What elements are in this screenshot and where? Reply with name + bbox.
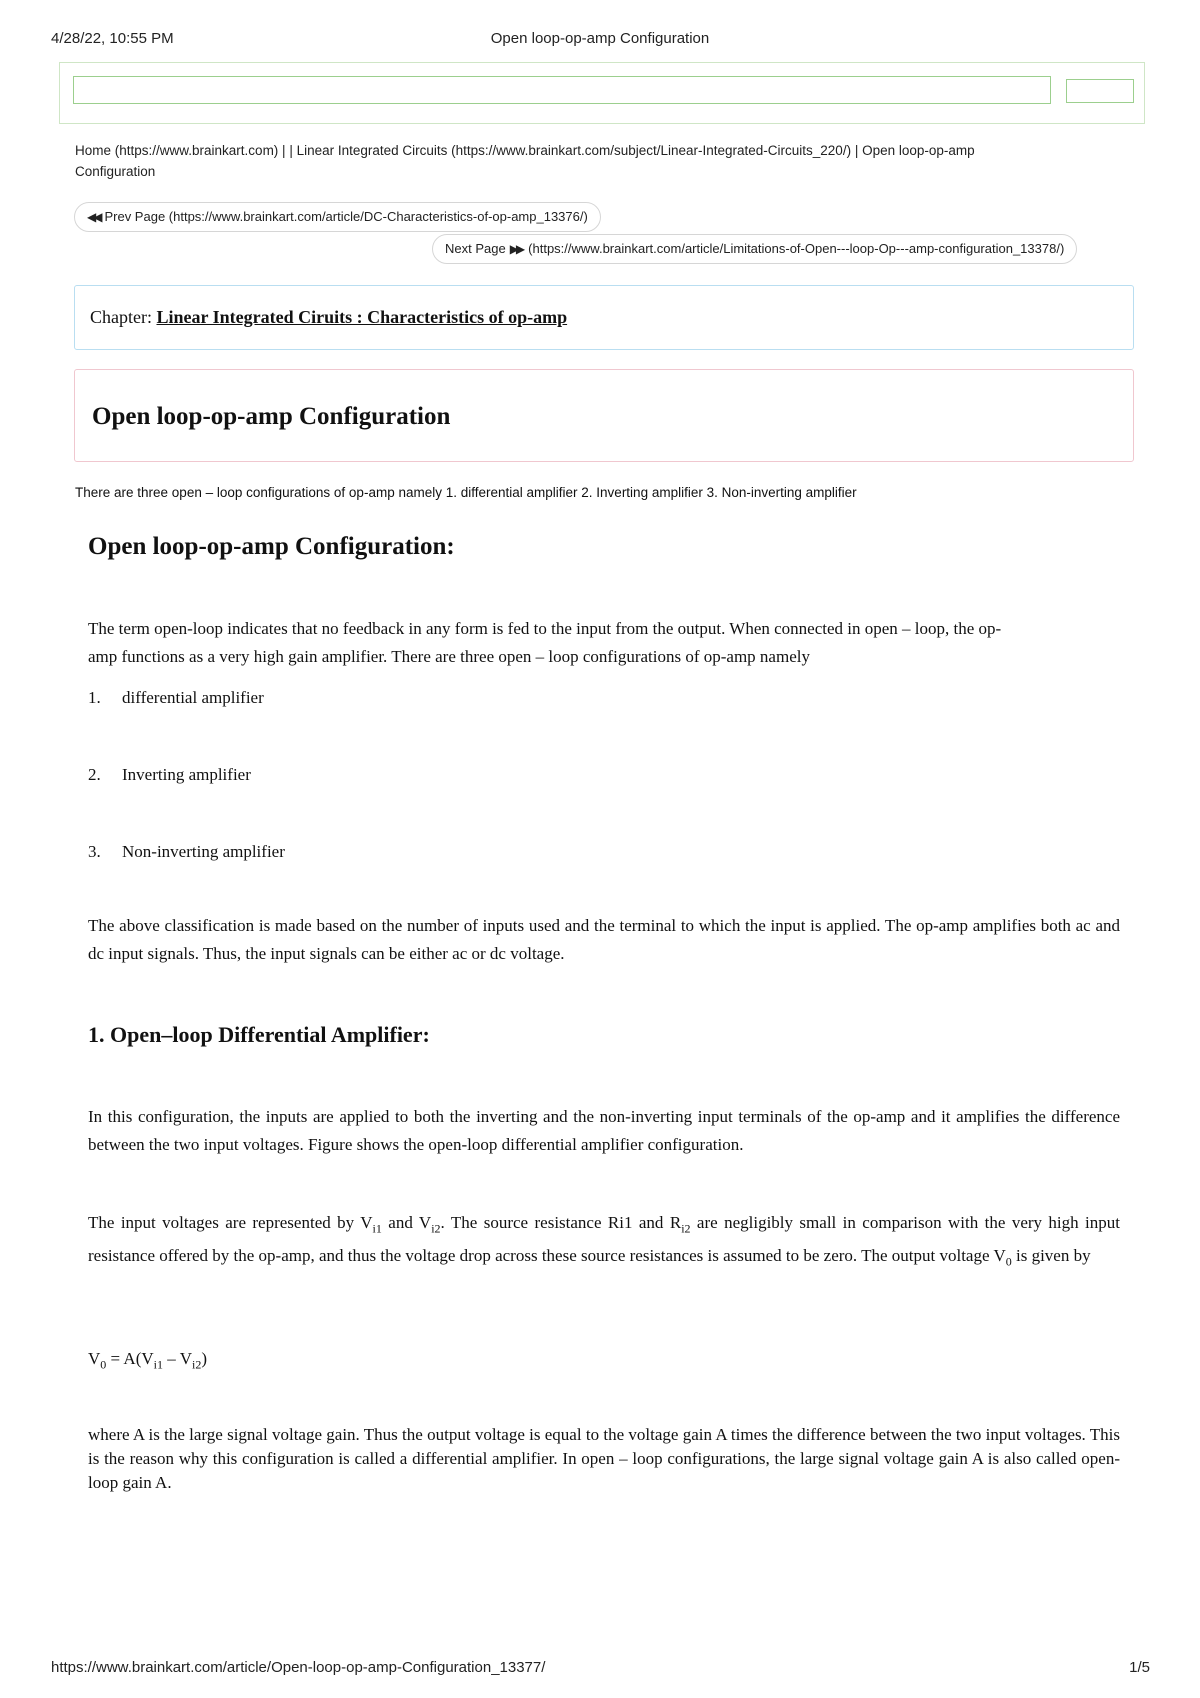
print-page-number: 1/5: [1129, 1659, 1150, 1676]
breadcrumb-line-2: Configuration: [75, 164, 156, 179]
next-page-url: (https://www.brainkart.com/article/Limitations-of-Open---loop-Op---amp-configuration_13378/): [528, 241, 1065, 256]
configuration-paragraph: In this configuration, the inputs are applied to both the inverting and the non-inverting input terminals of the op-amp and it amplifies the difference between the two input voltages. Figure shows the open-loop differential amplifier configuration.: [88, 1107, 1120, 1154]
subsection-heading: 1. Open–loop Differential Amplifier:: [88, 1022, 430, 1047]
article-title: Open loop-op-amp Configuration: [92, 403, 451, 430]
article-summary: There are three open – loop configurations of op-amp namely 1. differential amplifier 2. Inverting amplifier 3. Non-inverting amplifier: [75, 485, 857, 500]
gain-paragraph: where A is the large signal voltage gain. Thus the output voltage is equal to the voltage gain A times the difference between the two input voltages. This is the reason why this configuration is called a differential amplifier. In open – loop configurations, the large signal voltage gain A is also called open-loop gain A.: [88, 1425, 1120, 1492]
chapter-box: [74, 285, 1134, 350]
chapter-link[interactable]: Linear Integrated Ciruits : Characteristics of op-amp: [156, 307, 568, 327]
intro-line-2: amp functions as a very high gain amplifier. There are three open – loop configurations of op-amp namely: [88, 647, 810, 666]
input-voltages-paragraph: The input voltages are represented by $V_{i1}$ and $V_{i2}$. The source resistance Ri1 and $R_{i2}$ are negligibly small in comparison with the very high input resistance offered by the op-amp, and thus the voltage drop across these source resistances is assumed to be zero. The output voltage $V_0$ is given by: [88, 1213, 1120, 1269]
section-heading: Open loop-op-amp Configuration:: [88, 533, 455, 560]
print-datetime: 4/28/22, 10:55 PM: [51, 30, 174, 47]
double-chevron-left-icon: ◀◀: [87, 210, 100, 224]
article-title-box: [74, 369, 1134, 462]
double-chevron-right-icon: ▶▶: [509, 242, 523, 256]
search-input[interactable]: [73, 76, 1051, 104]
search-button[interactable]: [1066, 79, 1134, 103]
list-item: 1. differential amplifier: [88, 688, 264, 707]
list-item: 3. Non-inverting amplifier: [88, 842, 285, 861]
list-item: 2. Inverting amplifier: [88, 765, 251, 784]
prev-page-button[interactable]: [74, 202, 601, 232]
output-voltage-equation: $V_0 = A(V_{i1} - V_{i2})$: [88, 1349, 207, 1372]
chapter-prefix: Chapter:: [90, 307, 152, 327]
breadcrumb[interactable]: [75, 140, 1135, 182]
print-footer-url: https://www.brainkart.com/article/Open-loop-op-amp-Configuration_13377/: [51, 1659, 546, 1676]
intro-paragraph: [88, 615, 1120, 671]
prev-page-label: Prev Page (https://www.brainkart.com/article/DC-Characteristics-of-op-amp_13376/): [104, 209, 588, 224]
breadcrumb-line-1[interactable]: Home (https://www.brainkart.com) | | Linear Integrated Circuits (https://www.brainkart.com/subject/Linear-Integrated-Circuits_220/) | Open loop-op-amp: [75, 143, 975, 158]
classification-paragraph: The above classification is made based on the number of inputs used and the terminal to which the input is applied. The op-amp amplifies both ac and dc input signals. Thus, the input signals can be either ac or dc voltage.: [88, 916, 1120, 963]
print-page-title: Open loop-op-amp Configuration: [490, 30, 710, 47]
intro-line-1: The term open-loop indicates that no feedback in any form is fed to the input from the output. When connected in open – loop, the op-: [88, 619, 1002, 638]
next-page-label: Next Page: [445, 241, 506, 256]
next-page-button[interactable]: [432, 234, 1077, 264]
